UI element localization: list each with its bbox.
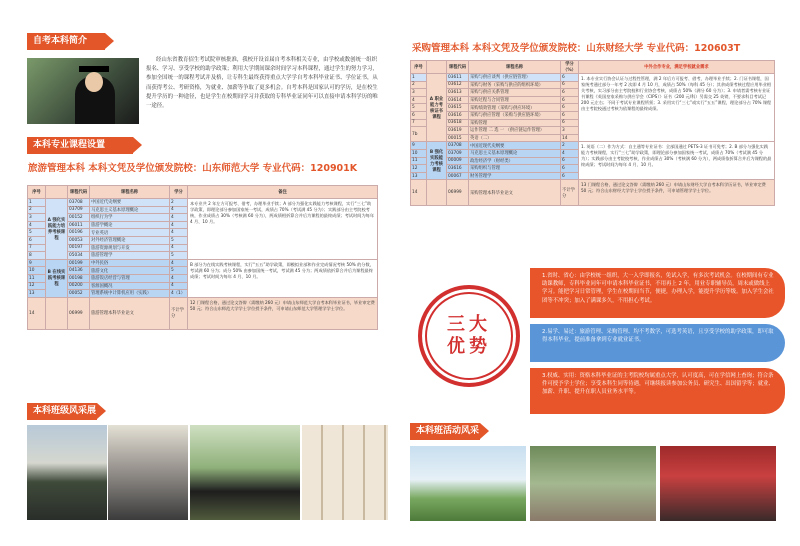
table-row: 1 <box>411 74 427 82</box>
advantage-3: 3.权威、实用：资格本科毕业证的主考院校均属重点大学，认可度高，可在学信网上查询；符合条件可授予学士学位；享受本科生同等待遇，可继续报读参加公务员、研究生、出国留学等；就业、加薪、升职、提升在职人员业务水平等。 <box>530 368 785 414</box>
table-row: 11 <box>411 157 427 165</box>
three-advantages-seal: 三大 优势 <box>418 285 520 387</box>
procurement-course-table: 序号 课程代码 课程名称 学分（%） 中外合作专业，满足学校就业需求 1 A 职业能力考核证书课程 03611 采购与供应谈判（供应链管理） 6 1. 本专业实行协会认证与过程性管理，满 2 年后方可报考、借考，办理毕业手续；2. 门证书课程，国家统考通过部分一年考 2 次即 4 月 10 月，成绩占 50%（每科 45 分）；其余成绩考核过程应用毕业相关考核，实习部分由主考院校和行业协会考核，成绩占 50%（满分 60 分为）；3. 申请者需考核专业证书课程《英国皇家采购与供应学会（CIPS）》证书（200 元/科）另需交 25 英镑，不要求科目考试记 200 元左右；不同于考试专业课程所须；3. 采用实行“三七”或实行“五五”课程，理论部分占 70% 课程由主考院校通过考核为依课程的最终成绩。 2 03612 采购与财务（采购与供应的组织环境） 6 3 03613 采购与供应关系管理 6 4 03614 采购过程与合同管理 6 5 03615 采购绩效管理（采购与供应环境） 6 6 03616 采购与供应管理（采购与供应链环境） 6 7 03618 采购管理 6 7b 03619 运作管理 二 选 一 （供应链运作管理） 3 00015 英语（二） 14 9 B 强化实践能力考核课程 03708 中国近现代史纲要 2 1. 英语（二）作为方式：自主通等专业证书：全部国通过 PETS-3 证书可免考；2. B 部分与强化实践能力考核课程，实行“三七”助学政策，即理论部分参加国家统一考试，成绩占 70%（考试满 45 分为）；实践部分由主考院校考核，作业成绩占 30%（考核满 60 分为），两成绩依折算合并后为课程的最终成绩；考试时间为每年 4 月、10 月。 10 03709 马克思主义基本原理概论 4 11 00009 政治经济学（财经类） 6 12 03616 采购组织与管理 6 13 00067 财务管理学 6 14 06999 采购管理本科毕业论文 不计学分 13 门课程合格，通过论文答辩（需缴纳 260 元）申请山东财经大学自考本科学历证书，毕业审定费 50 元；符合山东财经大学学士学位授予条件，可申请管理学学士学位。 <box>410 60 775 206</box>
intro-text: 经山东省教育招生考试院审核批准，我校开设首届自考本科相关专业，由学校或数创统一组织报名、学习、享受学校的助学政策；利用大学期间课余时间学习本科课程，通过学生的努力学习，参加全国统一的课程考试并及格，让专科生最终获得重点大学学自考本科毕业证书、学位证书，从而获得考公、考研资格，为就业、加薪等争取了更多机会。自考本科是国家认可的学历，是在校生提升学历的一种途径，也是学生在校期间学习并获取的专科毕业证同年可以直接申请本科学历的唯一途径。 <box>146 57 378 110</box>
note-a: 本专业共 2 年左方可报考、借考，办理毕业手续；A 部分为强化实践能力考核课程，实行“三七”助学政策，即理论部分参加国家统一考试，成绩占 70%（考试满 45 分为）；实践部分由主考院校考核，作业成绩占 30%（考核满 60 分为），两成绩相折算合并后为课程的最终成绩；考试时间为每年 4 月、10 月。 <box>188 199 378 260</box>
table-row: 13 <box>411 172 427 180</box>
table-row: 11 <box>28 274 46 282</box>
table-row: 10 <box>28 267 46 275</box>
left-headline: 旅游管理本科 本科文凭及学位颁发院校：山东师范大学 专业代码：120901K <box>28 163 358 174</box>
col-no: 序号 <box>411 61 427 74</box>
table-row: 9 <box>411 142 427 150</box>
note-c: 12 门课程合格，通过论文答辩（需缴纳 260 元）申请山东师范大学自考本科毕业证书，毕业审定费 50 元；符合山东师范大学学士学位授予条件，可申请山东师范大学管理学学士学位。 <box>188 297 378 329</box>
group-b-label: B 在线实践考核课程 <box>46 259 68 297</box>
table-row: 4 <box>411 96 427 104</box>
course-banner: 本科专业课程设置 <box>27 137 133 154</box>
table-row: 5 <box>411 104 427 112</box>
activity-photo-2 <box>530 446 656 521</box>
col-note: 备注 <box>188 186 378 199</box>
col-credit: 学分（%） <box>561 61 579 74</box>
table-row: 8 <box>28 252 46 260</box>
col-code: 课程代码 <box>447 61 469 74</box>
note-b: B 部分为在线实践考核课程，实行“五五”助学政策，即模拟业部和作业完成情况考核 50% 的分数，考试满 60 分为；成分 50% 由参加国统一考试，考试满 45 分为；两成绩依折算合并后为课程最终成绩；考试时间为每年 4 月、10 月。 <box>188 259 378 297</box>
col-group <box>427 61 447 74</box>
note-b: 1. 英语（二）作为方式：自主通等专业证书：全部国通过 PETS-3 证书可免考；2. B 部分与强化实践能力考核课程，实行“三七”助学政策，即理论部分参加国家统一考试，成绩占 70%（考试满 45 分为）；实践部分由主考院校考核，作业成绩占 30%（考核满 60 分为），两成绩依折算合并后为课程的最终成绩；考试时间为每年 4 月、10 月。 <box>579 142 775 180</box>
tourism-course-table: 序号 课程代码 课程名称 学分 备注 1 A 强化实践能力培养考核课程 03708 中国近代史纲要 2 本专业共 2 年左方可报考、借考，办理毕业手续；A 部分为强化实践能力考核课程，实行“三七”助学政策，即理论部分参加国家统一考试，成绩占 70%（考试满 45 分为）；实践部分由主考院校考核，作业成绩占 30%（考核满 60 分为），两成绩相折算合并后为课程的最终成绩；考试时间为每年 4 月、10 月。 2 03709 马克思主义基本原理概论 4 3 00152 组织行为学 4 4 06011 旅游学概论 4 5 00196 专业英语 4 6 00053 对外经济管理概论 5 7 00197 旅游资源规划与开发 4 8 05034 旅游管理学 5 9 B 在线实践考核课程 00199 中外民俗 4 B 部分为在线实践考核课程，实行“五五”助学政策，即模拟业部和作业完成情况考核 50% 的分数，考试满 60 分为；成分 50% 由参加国统一考试，考试满 45 分为；两成绩依折算合并后为课程最终成绩；考试时间为每年 4 月、10 月。 10 04136 旅游文化 5 11 00198 旅游饭店经营与管理 4 12 00200 客源国概况 4 13 00052 管理系统中计算机应用（实践） 4（1） 14 06999 旅游管理本科毕业论文 不计学分 12 门课程合格，通过论文答辩（需缴纳 260 元）申请山东师范大学自考本科毕业证书，毕业审定费 50 元；符合山东师范大学学士学位授予条件，可申请山东师范大学管理学学士学位。 <box>27 185 378 330</box>
class-photo-2 <box>108 425 188 520</box>
note-c: 13 门课程合格，通过论文答辩（需缴纳 260 元）申请山东财经大学自考本科学历证书，毕业审定费 50 元；符合山东财经大学学士学位授予条件，可申请管理学学士学位。 <box>579 180 775 206</box>
right-headline: 采购管理本科 本科文凭及学位颁发院校：山东财经大学 专业代码：120603T <box>412 43 741 54</box>
table-row: 3 <box>411 89 427 97</box>
certificate-photo <box>302 425 388 520</box>
activity-photo-3 <box>660 446 776 521</box>
table-row: 6 <box>411 111 427 119</box>
table-row: 14 <box>411 180 427 206</box>
table-row: 9 <box>28 259 46 267</box>
table-row: 3 <box>28 214 46 222</box>
table-row: 1 <box>28 199 46 207</box>
col-group <box>46 186 68 199</box>
advantage-2: 2.易学、易过：旅游管理、采购管理、均不考数学，可选考英语，且享受学校的助学政策，即可取得本科毕业，提前准备拿到专业就业证书。 <box>530 324 785 362</box>
table-row: 14 <box>28 297 46 329</box>
activity-banner: 本科班活动风采 <box>410 423 480 440</box>
table-row: 7 <box>411 119 427 127</box>
choose-one-label: 二 选 一 <box>488 128 505 134</box>
group-a-label: A 强化实践能力培养考核课程 <box>46 199 68 260</box>
advantage-1: 1.省时、省心：由学校统一组织，大一入学即报名，免试入学，有多次考试机会。在校期间有专业助课教师，专科毕业同年可申请本科毕业证书，不用再上 2 年，用业专职辅导员，周末或做线上学习。能把学习日常管理，学生在校期间当节，便捷，办理入学，能提升学历等级。加入学生会社团等不冲突；加入了满课多久，不用担心考试。 <box>530 268 785 318</box>
table-row: 2 <box>28 206 46 214</box>
note-a: 1. 本专业实行协会认证与过程性管理，满 2 年后方可报考、借考，办理毕业手续；2. 门证书课程，国家统考通过部分一年考 2 次即 4 月 10 月，成绩占 50%（每科 45 分）；其余成绩考核过程应用毕业相关考核，实习部分由主考院校和行业协会考核，成绩占 50%（满分 60 分为）；3. 申请者需考核专业证书课程《英国皇家采购与供应学会（CIPS）》证书（200 元/科）另需交 25 英镑，不要求科目考试记 200 元左右；不同于考试专业课程所须；3. 采用实行“三七”或实行“五五”课程，理论部分占 70% 课程由主考院校通过考核为依课程的最终成绩。 <box>579 74 775 142</box>
group-b-label: B 强化实践能力考核课程 <box>427 142 447 180</box>
table-row: 10 <box>411 149 427 157</box>
activity-photo-1 <box>410 446 526 521</box>
graduate-photo <box>27 58 139 124</box>
table-row: 6 <box>28 236 46 244</box>
table-row: 13 <box>28 290 46 298</box>
intro-banner: 自考本科简介 <box>27 33 105 50</box>
table-row: 12 <box>411 165 427 173</box>
col-name: 课程名称 <box>90 186 170 199</box>
table-row: 7b <box>411 127 427 142</box>
note-top: 中外合作专业，满足学校就业需求 <box>579 61 775 74</box>
group-a-label: A 职业能力考核证书课程 <box>427 74 447 142</box>
table-row: 7 <box>28 244 46 252</box>
table-row: 5 <box>28 229 46 237</box>
class-banner: 本科班级风采展 <box>27 403 97 420</box>
table-row: 4 <box>28 221 46 229</box>
col-credit: 学分 <box>170 186 188 199</box>
class-photo-1 <box>27 425 107 520</box>
table-row: 2 <box>411 81 427 89</box>
col-name: 课程名称 <box>469 61 561 74</box>
table-row: 12 <box>28 282 46 290</box>
col-no: 序号 <box>28 186 46 199</box>
class-photo-3 <box>190 425 300 520</box>
col-code: 课程代码 <box>68 186 90 199</box>
